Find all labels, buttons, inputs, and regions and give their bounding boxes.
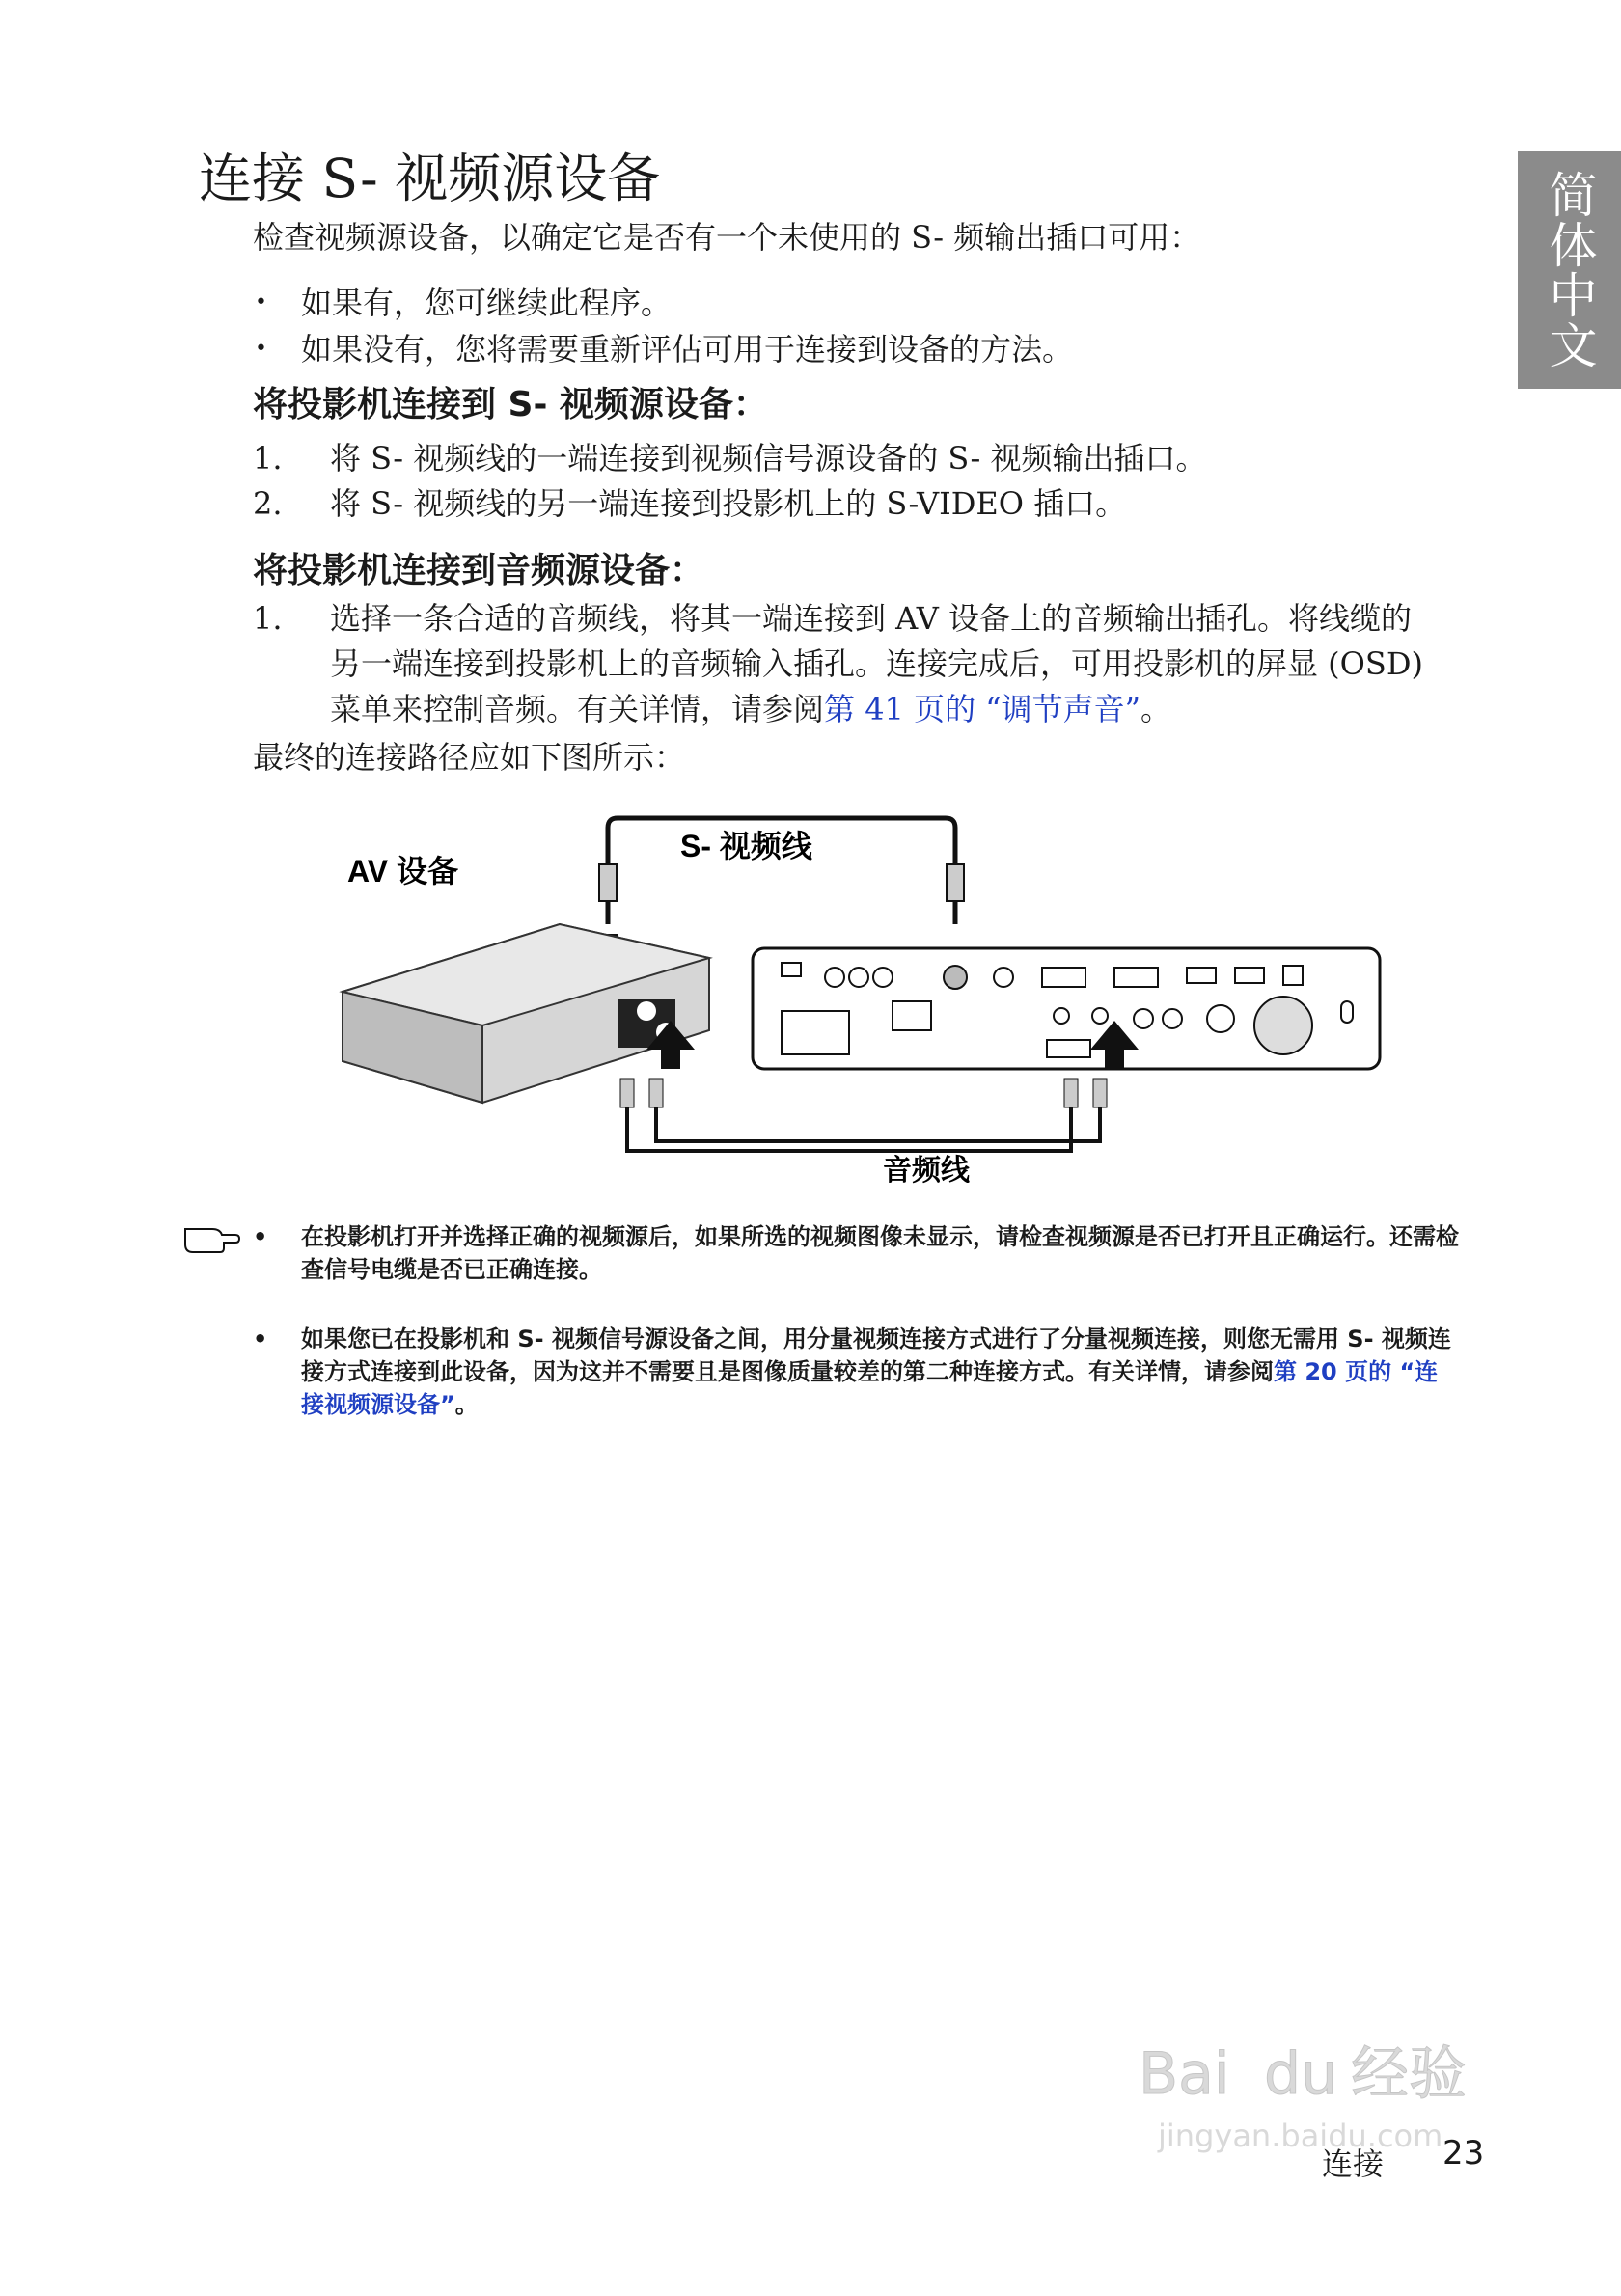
note-hand-icon <box>183 1219 241 1254</box>
note-item: • 在投影机打开并选择正确的视频源后，如果所选的视频图像未显示，请检查视频源是否已打开且正确运行。还需检查信号电缆是否已正确连接。 <box>253 1220 1459 1286</box>
watermark-url: jingyan.baidu.com <box>1158 2118 1443 2154</box>
footer-section-label: 连接 <box>1322 2146 1385 2182</box>
step-text: 将 S- 视频线的另一端连接到投影机上的 S-VIDEO 插口。 <box>330 485 1127 522</box>
note-item <box>253 1323 1459 1421</box>
note-text: 如果您已在投影机和 S- 视频信号源设备之间，用分量视频连接方式进行了分量视频连接，则您无需用 S- 视频连接方式连接到此设备，因为这并不需要且是图像质量较差的第二种连接方式。有关详情，请参阅 <box>301 1326 1451 1385</box>
watermark-cn: 经验 <box>1351 2040 1467 2108</box>
link-connect-video[interactable]: 第 20 页的 “连接视频源设备” <box>301 1358 1439 1418</box>
link-adjust-sound[interactable]: 第 41 页的 “调节声音” <box>824 691 1140 727</box>
section-heading-svideo: 将投影机连接到 S- 视频源设备： <box>253 385 768 424</box>
intro-text: 检查视频源设备，以确定它是否有一个未使用的 S- 频输出插口可用： <box>253 219 1201 256</box>
svideo-cable-label: S- 视频线 <box>680 829 812 863</box>
page-number: 23 <box>1442 2134 1485 2173</box>
connection-diagram <box>328 808 1409 1194</box>
note-end: 。 <box>454 1391 479 1418</box>
audio-plug <box>1093 1079 1107 1107</box>
diagram-intro: 最终的连接路径应如下图所示： <box>253 739 686 776</box>
step-text: 将 S- 视频线的一端连接到视频信号源设备的 S- 视频输出插口。 <box>330 440 1207 477</box>
notes <box>253 1220 1459 1458</box>
audio-cable <box>627 1103 1071 1151</box>
audio-plug <box>649 1079 663 1107</box>
language-tab-label: 简体中文 <box>1541 170 1598 370</box>
list-item <box>253 596 1440 732</box>
list-item: • 如果没有，您将需要重新评估可用于连接到设备的方法。 <box>253 326 1073 372</box>
list-item <box>253 436 1207 481</box>
step-number: 1. <box>253 440 283 477</box>
audio-plug <box>620 1079 634 1107</box>
steps-audio <box>253 596 1440 732</box>
svideo-plug-left <box>599 864 617 901</box>
step-number: 2. <box>253 485 283 522</box>
section-heading-audio: 将投影机连接到音频源设备： <box>253 551 705 590</box>
language-tab <box>1518 151 1621 389</box>
steps-svideo <box>253 436 1207 527</box>
av-device-label: AV 设备 <box>347 854 458 888</box>
bullet-list <box>253 280 1073 372</box>
step-end: 。 <box>1140 691 1171 727</box>
svideo-plug-right <box>947 864 964 901</box>
step-number: 1. <box>253 600 283 637</box>
audio-cable-label: 音频线 <box>883 1155 970 1187</box>
av-device <box>343 924 709 1103</box>
list-item: • 如果有，您可继续此程序。 <box>253 280 1073 326</box>
audio-plug <box>1064 1079 1078 1107</box>
page-title: 连接 S- 视频源设备 <box>199 148 661 209</box>
watermark-brand: Bai <box>1139 2040 1230 2108</box>
step-text: 选择一条合适的音频线，将其一端连接到 AV 设备上的音频输出插孔。将线缆的另一端连接到投影机上的音频输入插孔。连接完成后，可用投影机的屏显 (OSD) 菜单来控制音频。有关详情，请参阅 <box>330 600 1423 727</box>
watermark-brand-2: du <box>1264 2040 1338 2108</box>
projector-panel <box>753 948 1380 1069</box>
list-item <box>253 481 1207 527</box>
